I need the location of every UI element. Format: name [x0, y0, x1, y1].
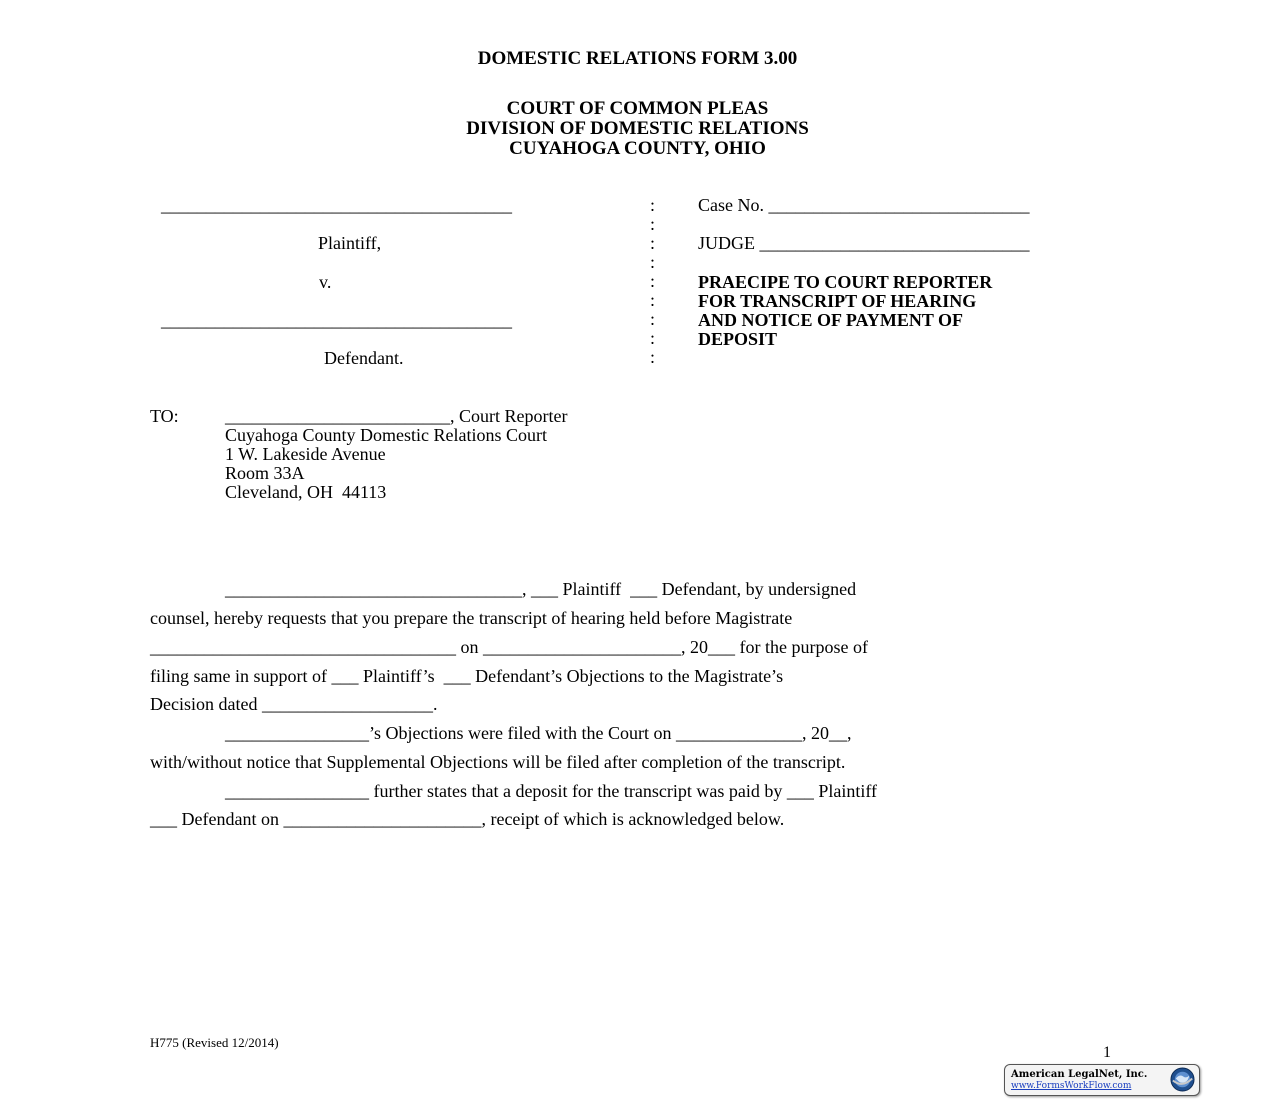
defendant-label: Defendant.: [324, 348, 404, 368]
address-line: Cuyahoga County Domestic Relations Court: [225, 425, 547, 445]
body-text-line: __________________________________ on ______________________, 20___ for the purpose of: [150, 637, 868, 657]
document-title-line: DEPOSIT: [698, 329, 778, 349]
address-line: 1 W. Lakeside Avenue: [225, 444, 386, 464]
body-text-line: ________________ further states that a deposit for the transcript was paid by ___ Plaintiff: [225, 781, 878, 801]
caption-colon: :: [650, 214, 656, 234]
globe-icon: [1170, 1067, 1195, 1092]
address-line: Room 33A: [225, 463, 305, 483]
form-code: H775 (Revised 12/2014): [150, 1035, 279, 1050]
document-title-line: FOR TRANSCRIPT OF HEARING: [698, 291, 977, 311]
judge-field[interactable]: JUDGE ______________________________: [698, 233, 1030, 253]
body-text-line: ________________’s Objections were filed with the Court on ______________, 20__,: [225, 723, 852, 743]
caption-colon: :: [650, 271, 656, 291]
page-number: 1: [1103, 1044, 1111, 1061]
caption-colon: :: [650, 347, 656, 367]
court-county: CUYAHOGA COUNTY, OHIO: [509, 138, 766, 159]
defendant-name-blank[interactable]: _______________________________________: [161, 310, 512, 330]
address-line: Cleveland, OH 44113: [225, 482, 387, 502]
form-title: DOMESTIC RELATIONS FORM 3.00: [477, 48, 798, 69]
case-number-field[interactable]: Case No. _____________________________: [698, 195, 1030, 215]
body-text-line: ___ Defendant on ______________________, receipt of which is acknowledged below.: [150, 809, 785, 829]
body-text-line: _________________________________, ___ Plaintiff ___ Defendant, by undersigned: [225, 579, 857, 599]
to-label: TO:: [150, 406, 179, 426]
body-text-line: counsel, hereby requests that you prepare the transcript of hearing held before Magistrate: [150, 608, 793, 628]
document-title-line: PRAECIPE TO COURT REPORTER: [698, 272, 993, 292]
versus-label: v.: [319, 272, 332, 292]
body-text-line: with/without notice that Supplemental Objections will be filed after completion of the transcript.: [150, 752, 846, 772]
logo-company-name: American LegalNet, Inc.: [1011, 1069, 1148, 1080]
court-name: COURT OF COMMON PLEAS: [506, 98, 769, 119]
caption-colon: :: [650, 233, 656, 253]
logo-website-link[interactable]: www.FormsWorkFlow.com: [1011, 1081, 1132, 1091]
caption-colon: :: [650, 195, 656, 215]
body-text-line: Decision dated ___________________.: [150, 694, 438, 714]
caption-colon: :: [650, 252, 656, 272]
court-division: DIVISION OF DOMESTIC RELATIONS: [466, 118, 809, 139]
plaintiff-label: Plaintiff,: [318, 233, 382, 253]
caption-colon: :: [650, 328, 656, 348]
document-title-line: AND NOTICE OF PAYMENT OF: [698, 310, 964, 330]
plaintiff-name-blank[interactable]: _______________________________________: [161, 195, 512, 215]
court-reporter-line[interactable]: _________________________, Court Reporter: [225, 406, 568, 426]
caption-colon: :: [650, 290, 656, 310]
body-text-line: filing same in support of ___ Plaintiff’s ___ Defendant’s Objections to the Magistrate’s: [150, 666, 784, 686]
american-legalnet-logo[interactable]: [1004, 1064, 1200, 1096]
caption-colon: :: [650, 309, 656, 329]
